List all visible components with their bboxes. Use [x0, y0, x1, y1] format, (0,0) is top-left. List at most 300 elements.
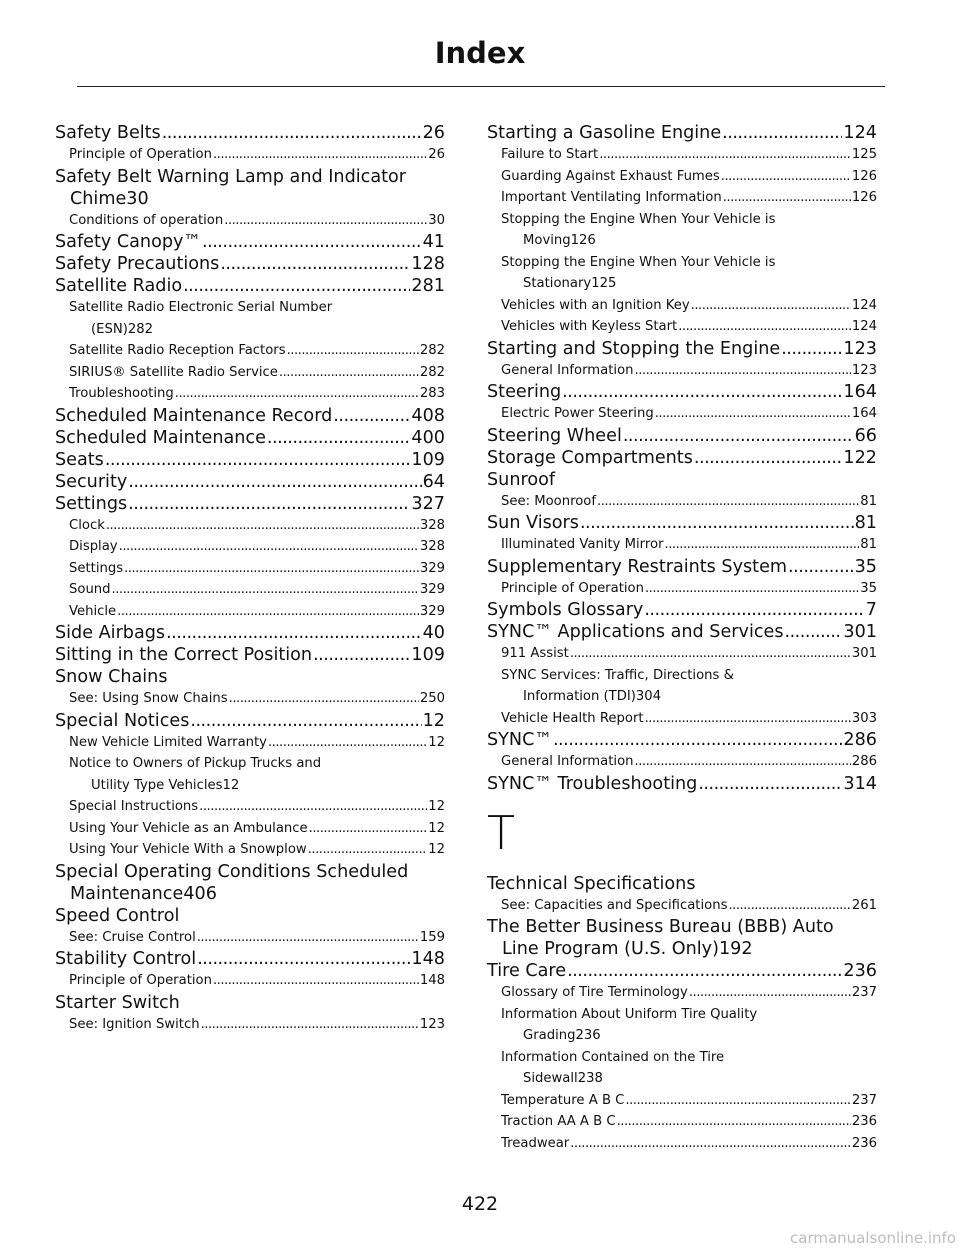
index-entry [487, 469, 877, 491]
page-ref: 236 [851, 1135, 877, 1151]
entry-text: Technical Specifications [487, 873, 696, 894]
entry-text: Troubleshooting [69, 386, 174, 401]
dot-leader [268, 732, 427, 754]
page-ref: 123 [851, 362, 877, 378]
entry-text: Starter Switch [55, 992, 180, 1013]
index-entry [55, 122, 445, 144]
index-subentry [487, 187, 877, 209]
entry-text: Speed Control [55, 905, 180, 926]
page-ref: 109 [411, 645, 445, 665]
entry-text: Special Notices [55, 710, 190, 731]
page-ref: 159 [419, 929, 445, 945]
page-ref: 12 [428, 820, 445, 836]
entry-text: See: Using Snow Chains [69, 691, 228, 706]
entry-text: Principle of Operation [501, 580, 644, 596]
index-entry [55, 992, 445, 1014]
entry-text: See: Moonroof [501, 493, 597, 509]
page-ref: 125 [851, 147, 877, 162]
page-ref: 303 [851, 710, 877, 726]
page-ref: 12 [222, 777, 240, 793]
entry-text: Clock [69, 517, 105, 533]
page-ref: 123 [419, 1016, 445, 1032]
index-entry [55, 644, 445, 666]
page-ref: 329 [419, 560, 445, 576]
entry-text: Glossary of Tire Terminology [501, 985, 688, 1000]
index-subentry [55, 732, 445, 754]
page-ref: 12 [428, 842, 445, 857]
index-subentry [487, 166, 877, 188]
entry-text: Safety Canopy™ [55, 232, 202, 252]
entry-text: Steering Wheel [487, 425, 622, 446]
dot-leader [162, 122, 422, 144]
entry-text: Display [69, 539, 118, 554]
entry-text: Using Your Vehicle as an Ambulance [69, 820, 308, 836]
entry-text: Stability Control [55, 949, 197, 969]
dot-leader [213, 144, 427, 166]
entry-text: Vehicle [69, 603, 117, 619]
dot-leader [128, 493, 410, 515]
page-ref: 301 [851, 646, 877, 661]
entry-text: Special Operating Conditions Scheduled [55, 861, 409, 882]
index-entry [487, 773, 877, 795]
index-subentry [55, 688, 445, 710]
dot-leader [308, 839, 428, 861]
entry-text: SYNC Services: Traffic, Directions & [501, 667, 734, 683]
entry-text: Using Your Vehicle With a Snowplow [69, 842, 307, 857]
dot-leader [655, 403, 851, 425]
entry-text: Tire Care [487, 961, 567, 981]
index-entry [487, 447, 877, 469]
dot-leader [128, 471, 421, 493]
dot-leader [229, 688, 419, 710]
index-entry [55, 471, 445, 493]
page-ref: 314 [843, 773, 877, 794]
dot-leader [124, 558, 419, 580]
index-subentry [487, 1133, 877, 1155]
page-ref: 64 [422, 471, 445, 492]
page-ref: 12 [428, 734, 445, 750]
entry-text: Vehicles with Keyless Start [501, 319, 678, 334]
dot-leader [570, 643, 851, 665]
page-ref: 148 [411, 949, 445, 969]
page-ref: 237 [851, 1092, 877, 1108]
index-subentry [55, 1014, 445, 1036]
entry-text: SYNC™ [487, 730, 552, 750]
entry-text: Principle of Operation [69, 147, 212, 162]
dot-leader [287, 340, 419, 362]
entry-text-continued: Utility Type Vehicles [91, 777, 223, 793]
index-subentry [55, 818, 445, 840]
entry-text: Stopping the Engine When Your Vehicle is [501, 211, 776, 227]
page-ref: 301 [843, 622, 877, 642]
page-ref: 237 [851, 985, 877, 1000]
index-entry [55, 427, 445, 449]
index-subentry [55, 144, 445, 166]
page-ref: 123 [843, 338, 877, 359]
page-ref: 250 [419, 691, 445, 706]
entry-text: Special Instructions [69, 799, 199, 814]
entry-text: Settings [55, 493, 128, 514]
index-entry [55, 275, 445, 297]
page-title: Index [434, 36, 526, 70]
page-ref: 81 [860, 537, 877, 552]
entry-text: See: Ignition Switch [69, 1016, 200, 1032]
entry-text-continued: (ESN) [91, 321, 128, 337]
page-ref: 286 [843, 730, 877, 750]
index-subentry [487, 751, 877, 773]
entry-text: General Information [501, 754, 634, 769]
index-subentry [55, 839, 445, 861]
entry-text-continued: Chime [70, 188, 127, 209]
page-ref: 304 [635, 689, 662, 704]
dot-leader [570, 1133, 851, 1155]
index-subentry [55, 753, 445, 796]
entry-text: Security [55, 471, 128, 492]
page-ref: 406 [183, 883, 217, 904]
dot-leader [112, 579, 419, 601]
index-subentry [55, 796, 445, 818]
page-ref: 126 [851, 190, 877, 205]
entry-text: Satellite Radio Electronic Serial Number [69, 300, 333, 315]
page-ref: 12 [428, 799, 445, 814]
index-entry [487, 873, 877, 895]
index-subentry [55, 515, 445, 537]
entry-text: Failure to Start [501, 147, 599, 162]
entry-text: Guarding Against Exhaust Fumes [501, 168, 720, 184]
index-entry [487, 729, 877, 751]
entry-text: Conditions of operation [69, 212, 224, 228]
page-ref: 236 [843, 961, 877, 981]
page-ref: 126 [851, 168, 877, 184]
page-ref: 124 [851, 297, 877, 313]
dot-leader [625, 1090, 850, 1112]
page-ref: 282 [419, 343, 445, 358]
entry-text: Traction AA A B C [501, 1114, 616, 1129]
dot-leader [785, 621, 843, 643]
entry-text-continued: Information (TDI) [523, 689, 636, 704]
entry-text: Information About Uniform Tire Quality [501, 1006, 758, 1022]
index-subentry [487, 665, 877, 708]
dot-leader [644, 599, 864, 621]
index-entry [487, 556, 877, 578]
page-ref: 164 [843, 382, 877, 402]
index-subentry [487, 403, 877, 425]
dot-leader [645, 708, 851, 730]
index-subentry [487, 360, 877, 382]
index-entry [487, 960, 877, 982]
dot-leader [190, 710, 421, 732]
index-subentry [487, 982, 877, 1004]
page-ref: 238 [577, 1071, 603, 1086]
entry-text: Seats [55, 449, 104, 470]
page-ref: 66 [854, 425, 877, 446]
page-ref: 109 [411, 449, 445, 470]
entry-text: Starting a Gasoline Engine [487, 123, 722, 143]
dot-leader [597, 491, 859, 513]
dot-leader [781, 338, 842, 360]
index-column-left [55, 122, 445, 1035]
entry-text: Satellite Radio [55, 276, 183, 296]
page-ref: 124 [843, 123, 877, 143]
index-entry [487, 621, 877, 643]
dot-leader [698, 773, 842, 795]
page-ref: 283 [419, 386, 445, 401]
index-entry [55, 948, 445, 970]
entry-text-continued: Stationary [523, 276, 592, 291]
index-subentry [487, 1111, 877, 1133]
index-subentry [55, 601, 445, 623]
index-entry [487, 916, 877, 960]
entry-text: Steering [487, 382, 562, 402]
page-ref: 282 [419, 364, 445, 380]
dot-leader [580, 512, 854, 534]
index-subentry [55, 536, 445, 558]
dot-leader [197, 948, 410, 970]
page-ref: 400 [411, 427, 445, 448]
dot-leader [105, 449, 411, 471]
entry-text: See: Capacities and Specifications [501, 897, 728, 913]
index-subentry [487, 209, 877, 252]
index-subentry [487, 316, 877, 338]
dot-leader [197, 927, 419, 949]
page-ref: 236 [851, 1114, 877, 1129]
entry-text: Safety Belts [55, 123, 161, 143]
index-subentry [487, 534, 877, 556]
dot-leader [788, 556, 854, 578]
entry-text: Treadwear [501, 1135, 570, 1151]
dot-leader [213, 970, 419, 992]
entry-text: Settings [69, 560, 124, 576]
page-ref: 192 [718, 939, 753, 959]
entry-text: SYNC™ Troubleshooting [487, 773, 698, 794]
dot-leader [645, 578, 859, 600]
entry-text: Electric Power Steering [501, 406, 654, 421]
dot-leader [665, 534, 860, 556]
index-subentry [55, 927, 445, 949]
dot-leader [723, 187, 851, 209]
entry-text: Vehicle Health Report [501, 710, 644, 726]
dot-leader [202, 231, 422, 253]
dot-leader [309, 818, 428, 840]
entry-text: SIRIUS® Satellite Radio Service [69, 364, 278, 380]
entry-text: Sitting in the Correct Position [55, 645, 313, 665]
dot-leader [728, 895, 850, 917]
dot-leader [721, 166, 851, 188]
page-ref: 26 [428, 147, 445, 162]
dot-leader [117, 601, 419, 623]
dot-leader [694, 447, 843, 469]
index-entry [55, 622, 445, 644]
dot-leader [635, 360, 851, 382]
page-ref: 124 [851, 319, 877, 334]
dot-leader [183, 275, 410, 297]
entry-text: Information Contained on the Tire [501, 1049, 725, 1065]
entry-text: Sun Visors [487, 513, 579, 533]
entry-text: Scheduled Maintenance [55, 427, 266, 448]
entry-text-continued: Line Program (U.S. Only) [502, 939, 719, 959]
page-ref: 261 [851, 897, 877, 913]
index-subentry [55, 383, 445, 405]
page-ref: 327 [411, 493, 445, 514]
entry-text: Sound [69, 582, 111, 597]
entry-text: Safety Belt Warning Lamp and Indicator [55, 166, 406, 187]
index-entry [55, 253, 445, 275]
index-subentry [55, 970, 445, 992]
index-subentry [487, 1047, 877, 1090]
dot-leader [333, 405, 410, 427]
entry-text: Sunroof [487, 469, 556, 490]
entry-text: Satellite Radio Reception Factors [69, 343, 286, 358]
header-rule [77, 86, 885, 87]
index-entry [55, 166, 445, 210]
dot-leader [689, 982, 851, 1004]
entry-text: Symbols Glossary [487, 600, 644, 620]
page-ref: 35 [860, 580, 877, 596]
index-entry [55, 710, 445, 732]
index-entry [487, 338, 877, 360]
page-ref: 41 [422, 232, 445, 252]
entry-text: See: Cruise Control [69, 929, 196, 945]
index-column-right [487, 122, 877, 1154]
index-entry [55, 231, 445, 253]
page-ref: 128 [411, 254, 445, 274]
entry-text: The Better Business Bureau (BBB) Auto [487, 917, 834, 937]
index-entry [55, 493, 445, 515]
entry-text: Important Ventilating Information [501, 190, 722, 205]
entry-text: Notice to Owners of Pickup Trucks and [69, 756, 322, 771]
dot-leader [678, 316, 851, 338]
page-ref: 126 [570, 233, 596, 248]
page-number: 422 [461, 1193, 499, 1215]
index-entry [55, 666, 445, 688]
index-entry [487, 425, 877, 447]
index-section-letter: T [487, 805, 516, 860]
page-ref: 125 [591, 276, 617, 291]
entry-text: Vehicles with an Ignition Key [501, 297, 690, 313]
dot-leader [119, 536, 419, 558]
dot-leader [313, 644, 410, 666]
entry-text: Storage Compartments [487, 447, 693, 468]
index-subentry [487, 491, 877, 513]
index-subentry [55, 210, 445, 232]
page-ref: 30 [126, 188, 149, 209]
entry-text: Principle of Operation [69, 973, 212, 988]
index-subentry [55, 558, 445, 580]
page-ref: 7 [865, 600, 877, 620]
index-subentry [487, 578, 877, 600]
entry-text: Stopping the Engine When Your Vehicle is [501, 254, 776, 270]
index-subentry [55, 579, 445, 601]
page-ref: 408 [411, 405, 445, 426]
entry-text: General Information [501, 362, 634, 378]
entry-text-continued: Maintenance [70, 883, 184, 904]
index-subentry [487, 643, 877, 665]
page-ref: 12 [422, 710, 445, 731]
dot-leader [562, 381, 842, 403]
entry-text: Safety Precautions [55, 254, 220, 274]
index-subentry [55, 362, 445, 384]
entry-text: SYNC™ Applications and Services [487, 622, 784, 642]
page-ref: 40 [422, 623, 445, 643]
page-ref: 35 [854, 556, 877, 577]
page-ref: 30 [428, 212, 445, 228]
index-entry [55, 449, 445, 471]
dot-leader [279, 362, 419, 384]
index-subentry [55, 297, 445, 340]
dot-leader [201, 1014, 419, 1036]
page-ref: 26 [422, 123, 445, 143]
dot-leader [623, 425, 854, 447]
index-subentry [55, 340, 445, 362]
index-entry [487, 599, 877, 621]
page-ref: 236 [575, 1028, 601, 1043]
index-subentry [487, 144, 877, 166]
entry-text: Scheduled Maintenance Record [55, 405, 333, 426]
dot-leader [199, 796, 427, 818]
index-subentry [487, 252, 877, 295]
dot-leader [635, 751, 851, 773]
index-entry [487, 122, 877, 144]
page-ref: 329 [419, 603, 445, 619]
dot-leader [553, 729, 842, 751]
page-ref: 328 [419, 517, 445, 533]
dot-leader [691, 295, 851, 317]
entry-text: New Vehicle Limited Warranty [69, 734, 267, 750]
index-subentry [487, 895, 877, 917]
index-subentry [487, 708, 877, 730]
page-ref: 81 [854, 513, 877, 533]
dot-leader [106, 515, 419, 537]
entry-text: Side Airbags [55, 623, 166, 643]
entry-text-continued: Sidewall [523, 1071, 578, 1086]
entry-text: Temperature A B C [501, 1092, 625, 1108]
dot-leader [220, 253, 410, 275]
page-ref: 329 [419, 582, 445, 597]
dot-leader [599, 144, 851, 166]
page-ref: 164 [851, 406, 877, 421]
index-entry [487, 512, 877, 534]
page-ref: 328 [419, 539, 445, 554]
entry-text: Illuminated Vanity Mirror [501, 537, 664, 552]
index-entry [55, 861, 445, 905]
entry-text: 911 Assist [501, 646, 569, 661]
entry-text: Starting and Stopping the Engine [487, 338, 781, 359]
index-subentry [487, 1090, 877, 1112]
entry-text: Snow Chains [55, 667, 168, 687]
page-ref: 281 [411, 276, 445, 296]
dot-leader [722, 122, 842, 144]
dot-leader [224, 210, 427, 232]
index-subentry [487, 295, 877, 317]
entry-text-continued: Moving [523, 233, 571, 248]
index-entry [55, 905, 445, 927]
page-ref: 81 [860, 493, 877, 509]
watermark: carmanualsonline.info [790, 1229, 956, 1247]
entry-text: Supplementary Restraints System [487, 556, 788, 577]
dot-leader [617, 1111, 851, 1133]
page-ref: 148 [419, 973, 445, 988]
page-ref: 286 [851, 754, 877, 769]
index-entry [55, 405, 445, 427]
page-ref: 282 [127, 321, 154, 337]
index-subentry [487, 1004, 877, 1047]
dot-leader [166, 622, 422, 644]
entry-text-continued: Grading [523, 1028, 576, 1043]
dot-leader [267, 427, 410, 449]
dot-leader [567, 960, 842, 982]
index-entry [487, 381, 877, 403]
page-ref: 122 [843, 447, 877, 468]
